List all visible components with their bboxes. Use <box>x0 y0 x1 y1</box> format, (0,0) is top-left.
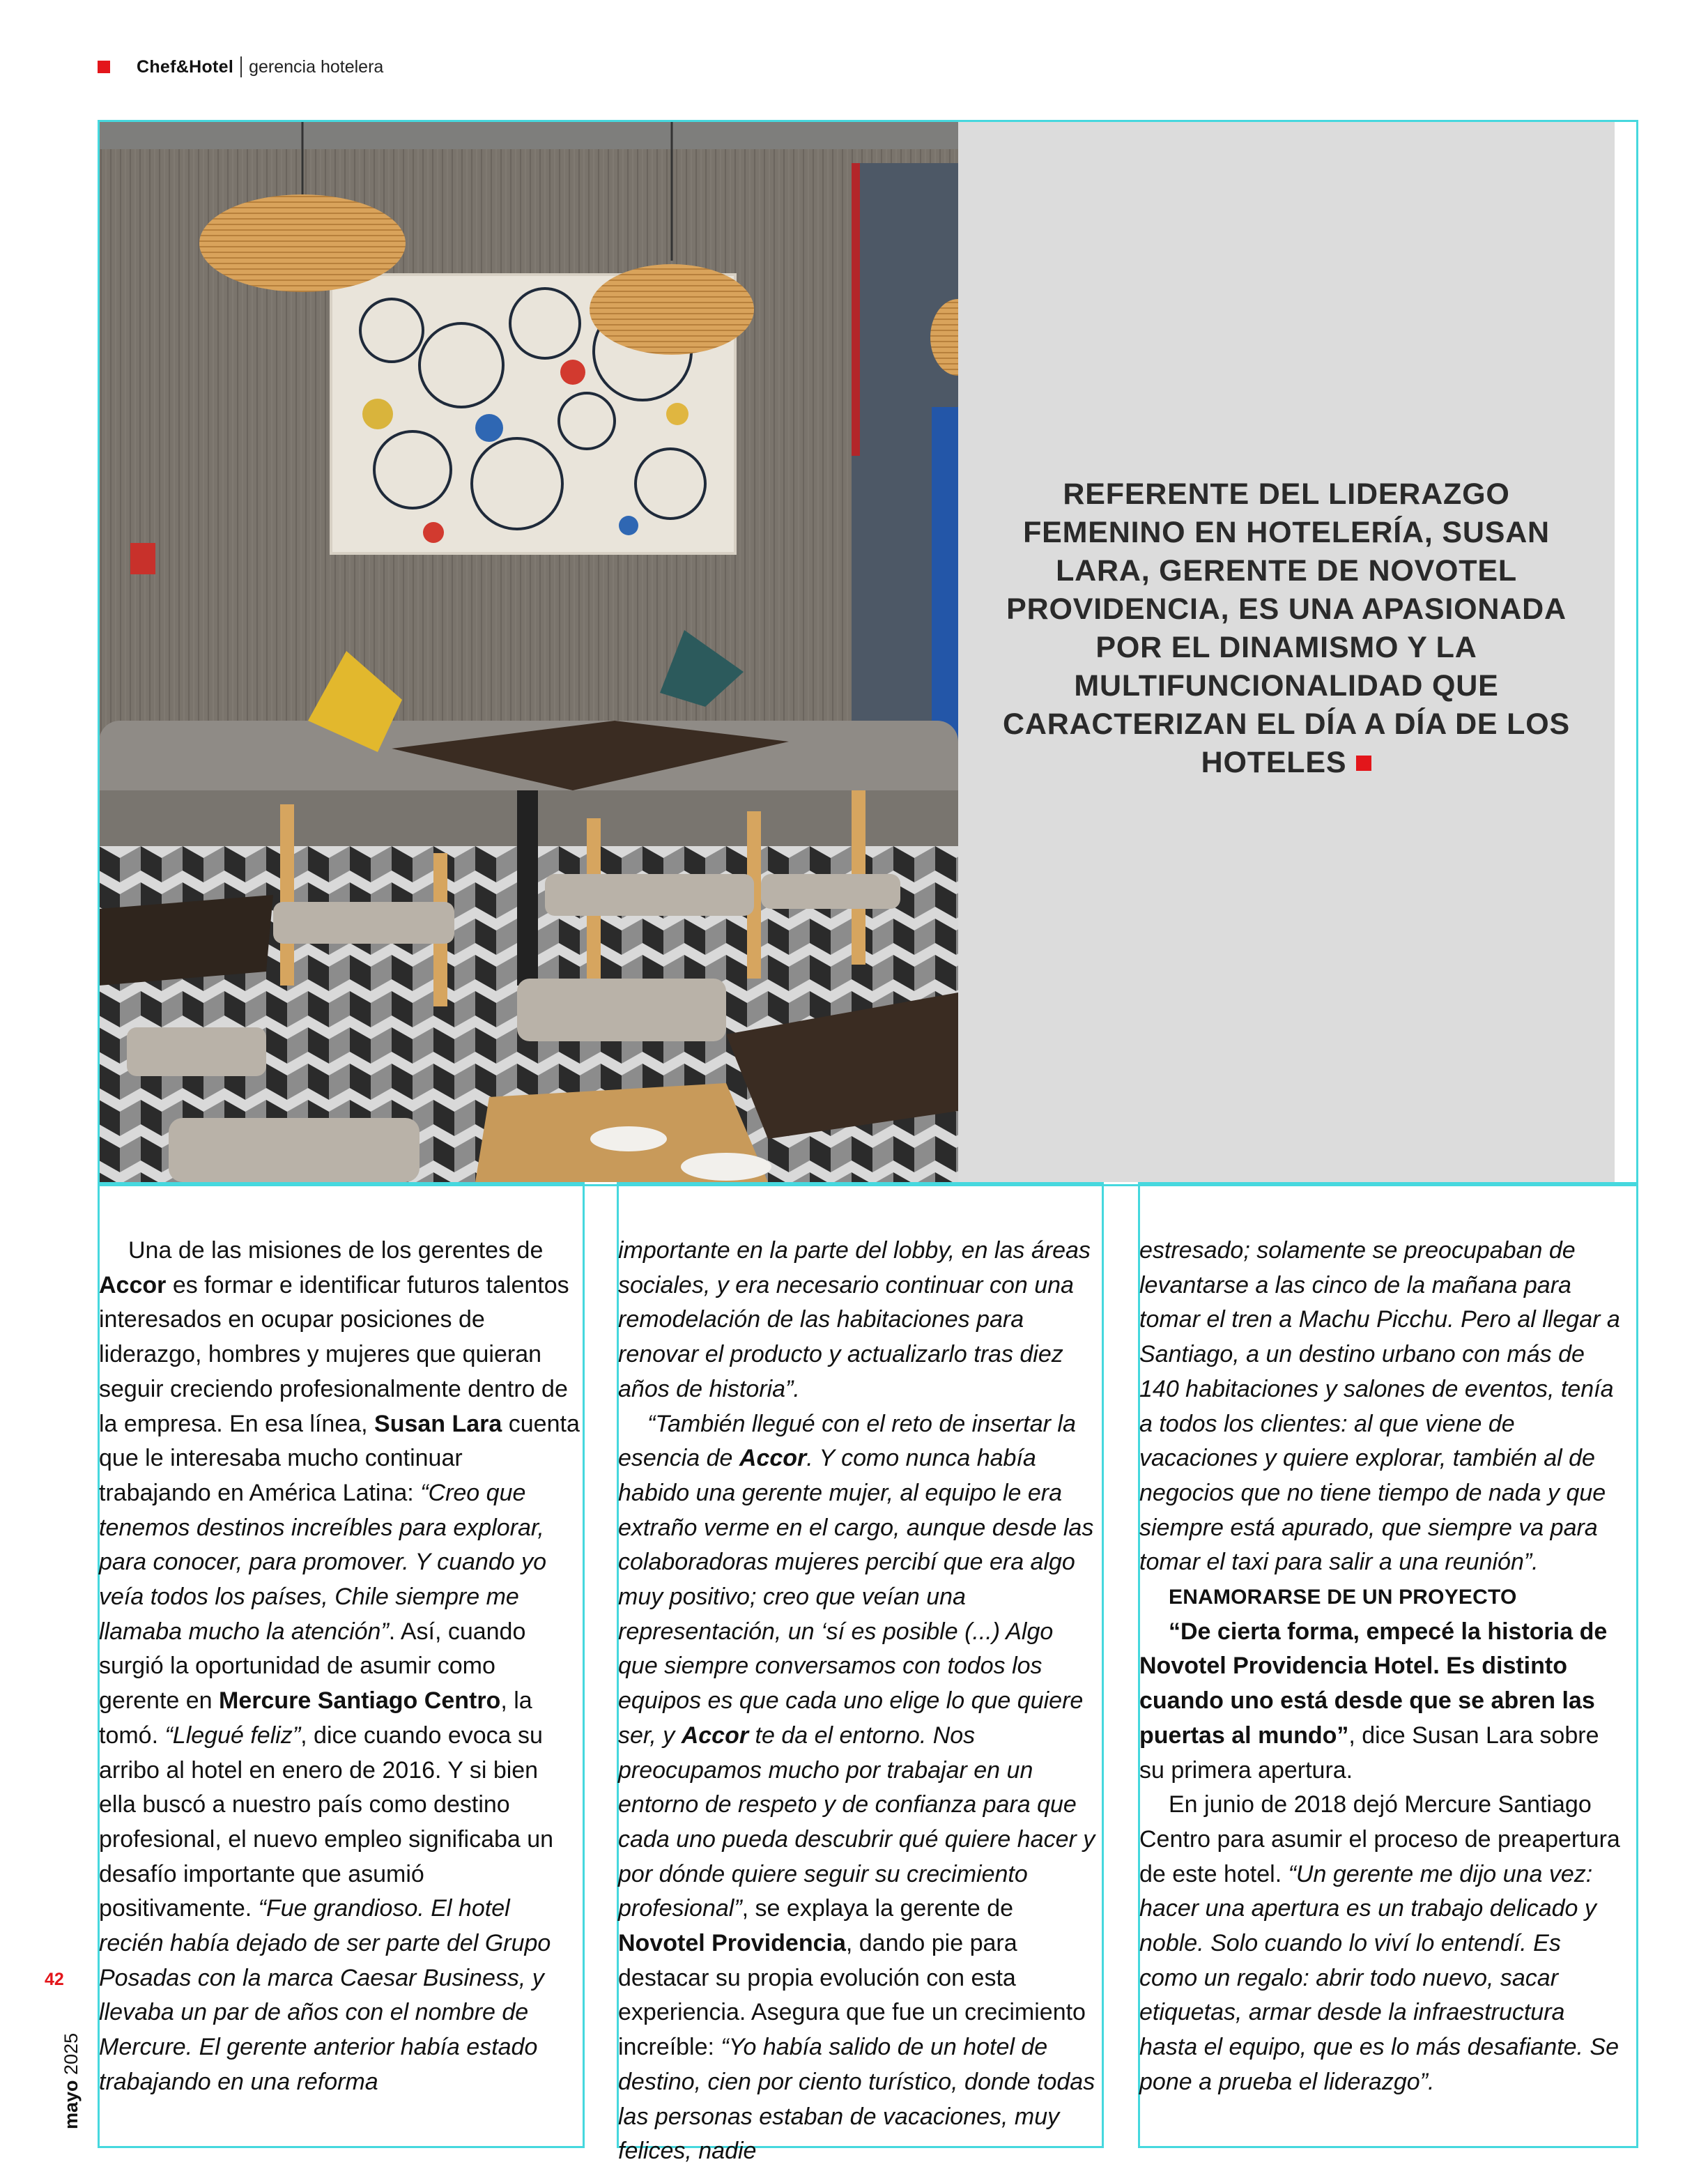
text-run: . Y como nunca había habido una gerente mujer, al equipo le era extraño verme en el cargo, aunque desde las colaboradoras mujeres percibí que era algo muy positivo; creo que veían una representación, un ‘sí es posible (...) Algo que siempre conversamos con todos los equipos es que cada uno elige lo que quiere ser, y <box>618 1445 1094 1749</box>
page-number: 42 <box>45 1970 64 1989</box>
text-run: Susan Lara <box>374 1410 502 1437</box>
red-square-icon <box>98 61 110 73</box>
subheading: ENAMORARSE DE UN PROYECTO <box>1169 1586 1517 1609</box>
body-column-1 <box>99 1234 580 2100</box>
section-name: gerencia hotelera <box>249 56 384 77</box>
issue-year: 2025 <box>61 2032 82 2075</box>
text-run: es formar e identificar futuros talentos interesados en ocupar posiciones de liderazgo, hombres y mujeres que quieran seguir creciendo profesionalmente dentro de la empresa. En esa línea, <box>99 1271 569 1437</box>
text-run: “De cierta forma, empecé la historia de Novotel Providencia Hotel. Es distinto cuando uno está desde que se abren las puertas al mundo” <box>1139 1618 1608 1749</box>
text-run: “También llegué con el reto de insertar la esencia de <box>618 1410 1076 1472</box>
text-run: cuenta que le interesaba mucho continuar trabajando en América Latina: <box>99 1410 580 1506</box>
restaurant-photo <box>99 121 958 1182</box>
running-header <box>98 53 383 81</box>
paragraph <box>99 1234 580 2100</box>
text-run: te da el entorno. Nos preocupamos mucho por trabajar en un entorno de respeto y de confianza para que cada uno pueda descubrir qué quiere hacer y por dónde quiere seguir su crecimiento profesional” <box>618 1722 1095 1922</box>
text-run: “Fue grandioso. El hotel recién había dejado de ser parte del Grupo Posadas con la marca Caesar Business, y llevaba un par de años con el nombre de Mercure. El gerente anterior había estado trabajando en una reforma <box>99 1895 551 2095</box>
text-run: importante en la parte del lobby, en las áreas sociales, y era necesario continuar con una remodelación de las habitaciones para renovar el producto y actualizarlo tras diez años de historia”. <box>618 1237 1091 1402</box>
pull-quote-text: REFERENTE DEL LIDERAZGO FEMENINO EN HOTELERÍA, SUSAN LARA, GERENTE DE NOVOTEL PROVIDENCIA, ES UNA APASIONADA POR EL DINAMISMO Y LA MULTIFUNCIONALIDAD QUE CARACTERIZAN EL DÍA A DÍA DE LOS HOTELES <box>1003 477 1570 779</box>
text-run: , la tomó. <box>99 1687 532 1749</box>
text-run: estresado; solamente se preocupaban de levantarse a las cinco de la mañana para tomar el tren a Machu Picchu. Pero al llegar a Santiago, a un destino urbano con más de 140 habitaciones y salones de eventos, tenía a todos los clientes: al que viene de vacaciones y quiere explorar, también al de negocios que no tiene tiempo de nada y que siempre está apurado, que siempre va para tomar el taxi para salir a una reunión”. <box>1139 1237 1620 1576</box>
body-column-2 <box>618 1234 1099 2169</box>
text-run: , se explaya la gerente de <box>741 1895 1014 1922</box>
header-divider <box>240 56 242 77</box>
issue-date <box>61 2033 82 2129</box>
text-run: , dando pie para destacar su propia evolución con esta experiencia. Asegura que fue un crecimiento increíble: <box>618 1930 1086 2061</box>
pull-quote <box>997 475 1576 782</box>
text-run: “Un gerente me dijo una vez: hacer una apertura es un trabajo delicado y noble. Solo cuando lo viví lo entendí. Es como un regalo: abrir todo nuevo, sacar etiquetas, armar desde la infraestructura hasta el equipo, que es lo más desafiante. Se pone a prueba el liderazgo”. <box>1139 1860 1619 2095</box>
paragraph <box>1139 1234 1620 1580</box>
body-column-3 <box>1139 1234 1620 2100</box>
text-run: Accor <box>739 1445 807 1472</box>
text-run: Una de las misiones de los gerentes de <box>128 1237 544 1264</box>
text-run: Accor <box>99 1271 167 1298</box>
text-run: En junio de 2018 dejó Mercure Santiago Centro para asumir el proceso de preapertura de este hotel. <box>1139 1791 1620 1887</box>
text-run: “Creo que tenemos destinos increíbles para explorar, para conocer, para promover. Y cuando yo veía todos los países, Chile siempre me llamaba mucho la atención” <box>99 1479 546 1645</box>
issue-month: mayo <box>61 2080 82 2129</box>
pull-quote-box <box>958 121 1615 1182</box>
end-mark-icon <box>1356 756 1371 771</box>
paragraph <box>1139 1788 1620 2099</box>
text-run: , dice Susan Lara sobre su primera apertura. <box>1139 1722 1599 1784</box>
text-run: , dice cuando evoca su arribo al hotel en enero de 2016. Y si bien ella buscó a nuestro país como destino profesional, el nuevo empleo significaba un desafío importante que asumió positivamente. <box>99 1722 554 1922</box>
paragraph <box>1139 1615 1620 1788</box>
text-run: Mercure Santiago Centro <box>219 1687 501 1715</box>
text-run: . Así, cuando surgió la oportunidad de asumir como gerente en <box>99 1618 526 1715</box>
text-run: “Yo había salido de un hotel de destino, cien por ciento turístico, donde todas las personas estaban de vacaciones, muy felices, nadie <box>618 2034 1095 2165</box>
text-run: Accor <box>681 1722 749 1749</box>
paragraph <box>618 1407 1099 2169</box>
text-run: “Llegué feliz” <box>164 1722 301 1749</box>
paragraph <box>618 1234 1099 1407</box>
text-run: Novotel Providencia <box>618 1930 846 1957</box>
magazine-brand: Chef&Hotel <box>137 56 234 77</box>
